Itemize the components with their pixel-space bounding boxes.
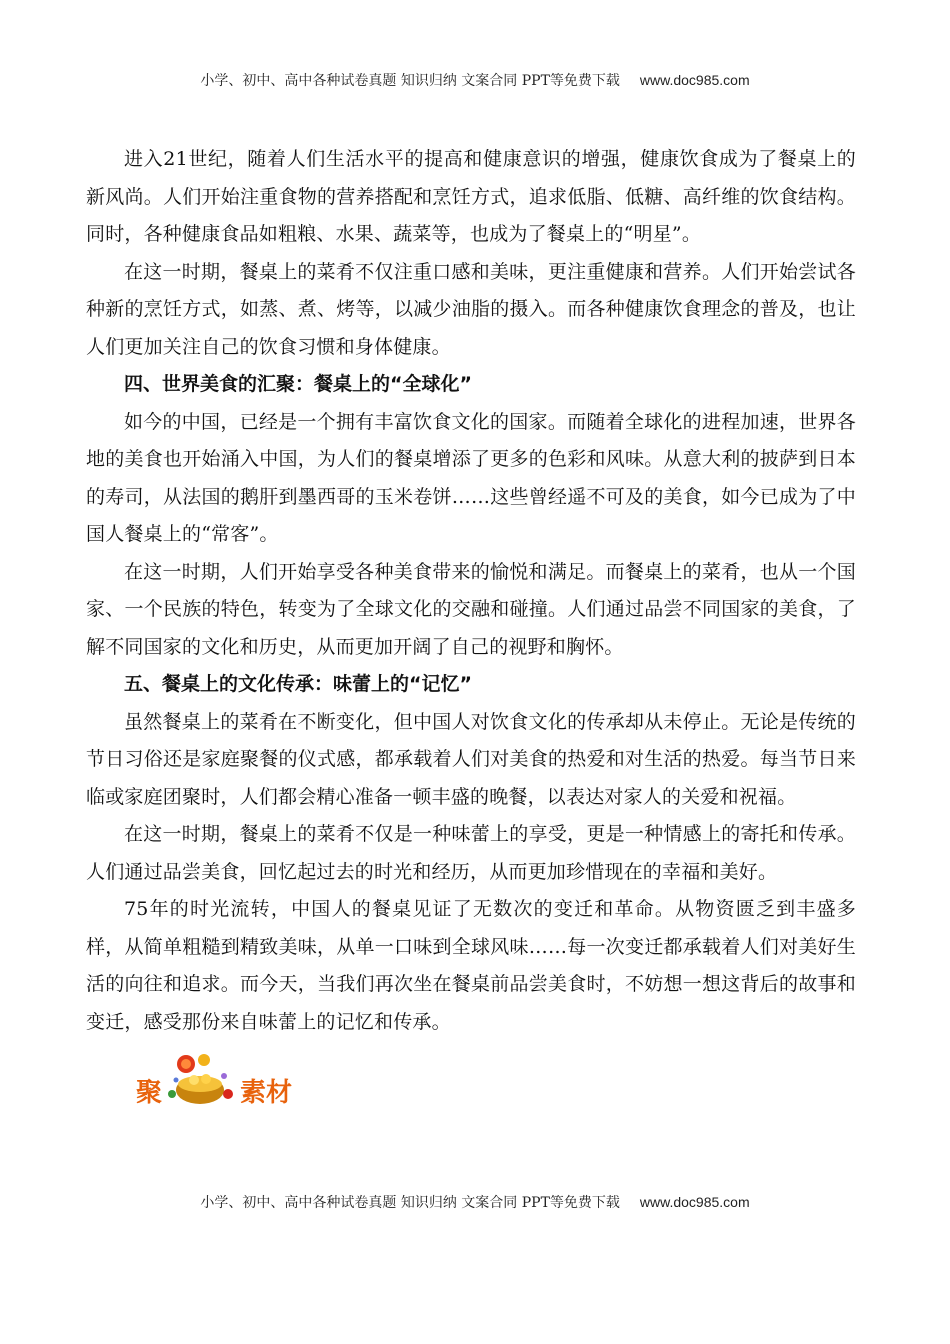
- footer-text: 小学、初中、高中各种试卷真题 知识归纳 文案合同 PPT等免费下载: [200, 1195, 620, 1211]
- paragraph: 在这一时期，人们开始享受各种美食带来的愉悦和满足。而餐桌上的菜肴，也从一个国家、一个民族的特色，转变为了全球文化的交融和碰撞。人们通过品尝不同国家的美食，了解不同国家的文化和历史，从而更加开阔了自己的视野和胸怀。: [86, 560, 856, 658]
- section-heading: 五、餐桌上的文化传承：味蕾上的“记忆”: [124, 673, 472, 695]
- section-heading: 四、世界美食的汇聚：餐桌上的“全球化”: [124, 373, 472, 395]
- paragraph: 如今的中国，已经是一个拥有丰富饮食文化的国家。而随着全球化的进程加速，世界各地的美食也开始涌入中国，为人们的餐桌增添了更多的色彩和风味。从意大利的披萨到日本的寿司，从法国的鹅肝到墨西哥的玉米卷饼……这些曾经遥不可及的美食，如今已成为了中国人餐桌上的“常客”。: [86, 410, 856, 545]
- article-body: [86, 141, 856, 1041]
- paragraph: 进入21世纪，随着人们生活水平的提高和健康意识的增强，健康饮食成为了餐桌上的新风尚。人们开始注重食物的营养搭配和烹饪方式，追求低脂、低糖、高纤维的饮食结构。同时，各种健康食品如粗粮、水果、蔬菜等，也成为了餐桌上的“明星”。: [86, 148, 856, 245]
- paragraph: 75年的时光流转，中国人的餐桌见证了无数次的变迁和革命。从物资匮乏到丰盛多样，从简单粗糙到精致美味，从单一口味到全球风味……每一次变迁都承载着人们对美好生活的向往和追求。而今天，当我们再次坐在餐桌前品尝美食时，不妨想一想这背后的故事和变迁，感受那份来自味蕾上的记忆和传承。: [86, 898, 856, 1033]
- footer-site-link[interactable]: www.doc985.com: [639, 1194, 750, 1210]
- paragraph: 在这一时期，餐桌上的菜肴不仅是一种味蕾上的享受，更是一种情感上的寄托和传承。人们通过品尝美食，回忆起过去的时光和经历，从而更加珍惜现在的幸福和美好。: [86, 823, 856, 883]
- header-text: 小学、初中、高中各种试卷真题 知识归纳 文案合同 PPT等免费下载: [200, 73, 620, 89]
- page-header: [0, 70, 950, 90]
- treasure-bowl-icon: [164, 1050, 240, 1116]
- logo-right-text: 素材: [240, 1078, 293, 1108]
- paragraph: 虽然餐桌上的菜肴在不断变化，但中国人对饮食文化的传承却从未停止。无论是传统的节日习俗还是家庭聚餐的仪式感，都承载着人们对美食的热爱和对生活的热爱。每当节日来临或家庭团聚时，人们都会精心准备一顿丰盛的晚餐，以表达对家人的关爱和祝福。: [86, 710, 856, 808]
- paragraph: 在这一时期，餐桌上的菜肴不仅注重口感和美味，更注重健康和营养。人们开始尝试各种新的烹饪方式，如蒸、煮、烤等，以减少油脂的摄入。而各种健康饮食理念的普及，也让人们更加关注自己的饮食习惯和身体健康。: [86, 260, 856, 358]
- page-footer: [0, 1192, 950, 1212]
- logo-left-char: 聚: [136, 1078, 163, 1108]
- header-site-link[interactable]: www.doc985.com: [639, 72, 750, 88]
- ju-sucai-logo: [136, 1050, 436, 1120]
